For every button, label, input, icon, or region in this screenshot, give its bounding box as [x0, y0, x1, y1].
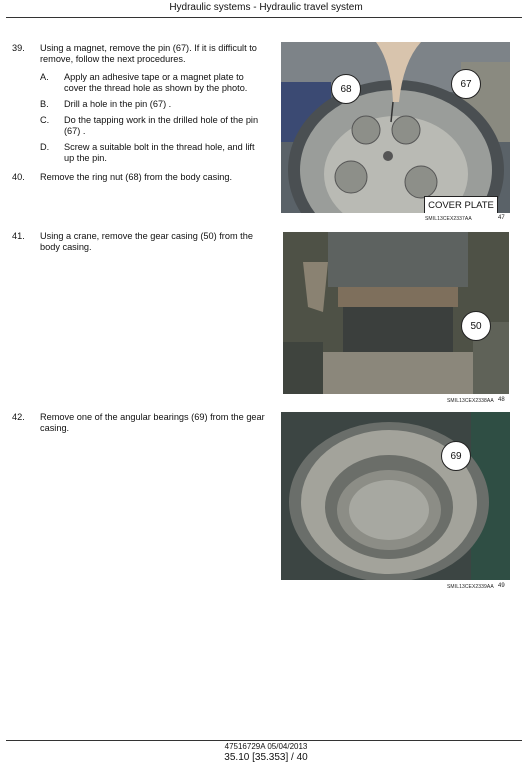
step-40-number: 40.: [12, 172, 25, 182]
callout-69: 69: [441, 441, 471, 471]
figure-47-image: [281, 42, 510, 213]
figure-49-code: SMIL13CEX2339AA: [447, 584, 494, 590]
figure-47-number: 47: [498, 215, 505, 221]
figure-47-code: SMIL13CEX2337AA: [425, 216, 472, 222]
step-39-sub-d-letter: D.: [40, 142, 50, 152]
step-41-text: Using a crane, remove the gear casing (50) from the body casing.: [40, 231, 253, 252]
figure-48-photo: [283, 232, 509, 394]
figure-49-image: [281, 412, 510, 580]
callout-67: 67: [451, 69, 481, 99]
step-41-number: 41.: [12, 231, 25, 241]
figure-49-photo: [281, 412, 510, 580]
callout-50: 50: [461, 311, 491, 341]
step-39-text: Using a magnet, remove the pin (67). If it is difficult to remove, follow the next procedures.: [40, 43, 257, 64]
cover-plate-label: COVER PLATE: [424, 196, 498, 213]
step-39-sub-b-text: Drill a hole in the pin (67) .: [64, 99, 172, 109]
step-39-number: 39.: [12, 43, 25, 53]
step-42-number: 42.: [12, 412, 25, 422]
step-42-text: Remove one of the angular bearings (69) from the gear casing.: [40, 412, 265, 433]
step-39-sub-a-text: Apply an adhesive tape or a magnet plate to cover the thread hole as shown by the photo.: [64, 72, 248, 93]
footer-page-number: 35.10 [35.353] / 40: [224, 752, 308, 763]
figure-49-number: 49: [498, 583, 505, 589]
callout-68: 68: [331, 74, 361, 104]
step-39-sub-c-letter: C.: [40, 115, 50, 125]
step-39-sub-b-letter: B.: [40, 99, 49, 109]
step-39-sub-a-letter: A.: [40, 72, 49, 82]
footer-doc-id: 47516729A 05/04/2013: [224, 742, 308, 751]
header-rule: [6, 17, 522, 18]
step-39-sub-d-text: Screw a suitable bolt in the thread hole, and lift up the pin.: [64, 142, 255, 163]
step-40-text: Remove the ring nut (68) from the body casing.: [40, 172, 233, 182]
figure-48-code: SMIL13CEX2338AA: [447, 398, 494, 404]
footer-rule: [6, 740, 522, 741]
figure-47-photo: [281, 42, 510, 213]
step-39-sub-c-text: Do the tapping work in the drilled hole of the pin (67) .: [64, 115, 259, 136]
page-header-title: Hydraulic systems - Hydraulic travel system: [169, 2, 363, 13]
figure-48-number: 48: [498, 397, 505, 403]
